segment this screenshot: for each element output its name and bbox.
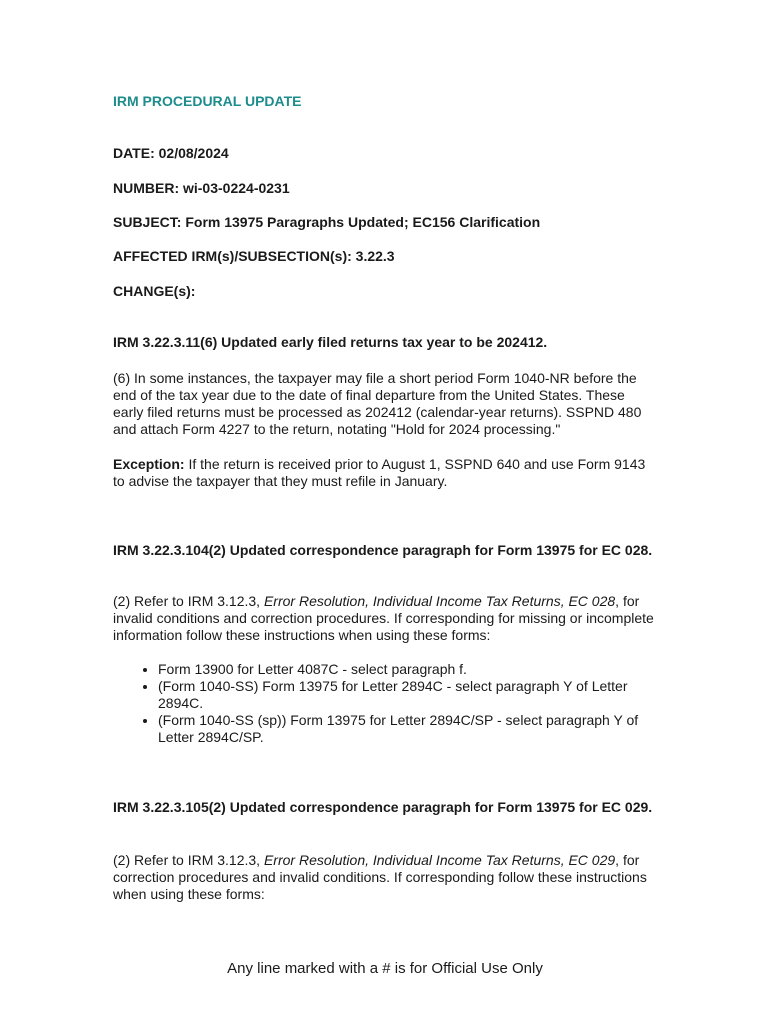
number-line: NUMBER: wi-03-0224-0231 (113, 180, 290, 196)
paragraph-body: , for correction procedures and invalid conditions. If corresponding follow these instructions when using these forms: (113, 852, 647, 902)
changes-label: CHANGE(s): (113, 283, 196, 299)
forms-bullet-list (113, 661, 658, 746)
paragraph-body: , for invalid conditions and correction procedures. If corresponding for missing or incomplete information follow these instructions when using these forms: (113, 593, 654, 643)
exception-label: Exception: (113, 456, 185, 472)
footer-notice: Any line marked with a # is for Official Use Only (227, 960, 543, 977)
date-line: DATE: 02/08/2024 (113, 145, 229, 161)
list-item: • (Form 1040-SS) Form 13975 for Letter 2894C - select paragraph Y of Letter 2894C. (158, 678, 658, 712)
document-title: IRM PROCEDURAL UPDATE (113, 93, 302, 109)
section-paragraph-3-22-3-104 (113, 593, 658, 644)
section-heading-3-22-3-105: IRM 3.22.3.105(2) Updated correspondence paragraph for Form 13975 for EC 029. (113, 799, 653, 815)
irm-reference-title: Error Resolution, Individual Income Tax Returns, EC 029 (263, 852, 616, 868)
section-heading-3-22-3-104: IRM 3.22.3.104(2) Updated correspondence paragraph for Form 13975 for EC 028. (113, 542, 653, 558)
affected-irm-line: AFFECTED IRM(s)/SUBSECTION(s): 3.22.3 (113, 248, 395, 264)
subject-line: SUBJECT: Form 13975 Paragraphs Updated; EC156 Clarification (113, 214, 541, 230)
list-item: • (Form 1040-SS (sp)) Form 13975 for Letter 2894C/SP - select paragraph Y of Letter 2894C/SP. (158, 712, 658, 746)
irm-reference-title: Error Resolution, Individual Income Tax Returns, EC 028 (263, 593, 616, 609)
section-heading-3-22-3-11: IRM 3.22.3.11(6) Updated early filed returns tax year to be 202412. (113, 334, 548, 350)
section-paragraph-3-22-3-105 (113, 852, 658, 903)
list-item: • Form 13900 for Letter 4087C - select paragraph f. (158, 661, 658, 678)
exception-paragraph (113, 456, 658, 490)
exception-text: If the return is received prior to August 1, SSPND 640 and use Form 9143 to advise the taxpayer that they must refile in January. (113, 456, 646, 489)
paragraph-intro: (2) Refer to IRM 3.12.3, (113, 593, 264, 609)
section-paragraph-3-22-3-11: (6) In some instances, the taxpayer may file a short period Form 1040-NR before the end of the tax year due to the date of final departure from the United States. These early filed returns must be processed as 202412 (calendar-year returns). SSPND 480 and attach Form 4227 to the return, notating "Hold for 2024 processing." (113, 370, 642, 437)
paragraph-intro: (2) Refer to IRM 3.12.3, (113, 852, 264, 868)
